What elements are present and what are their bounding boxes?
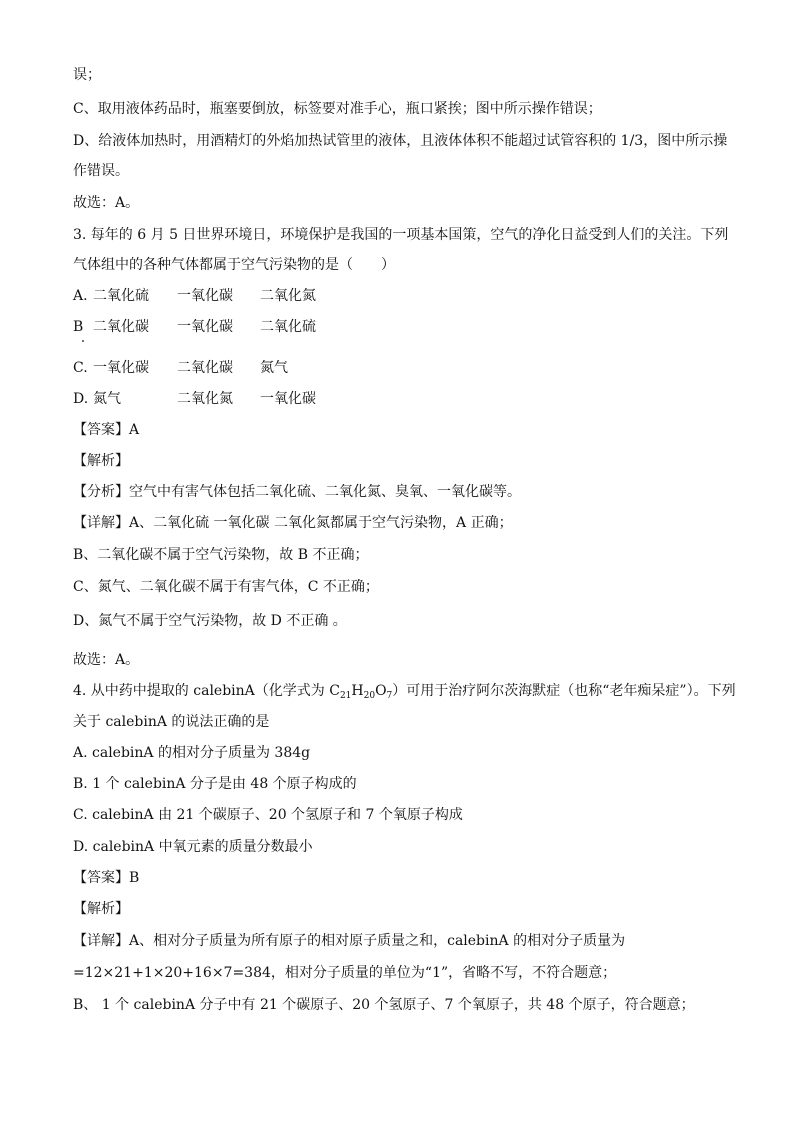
- stem-text: H: [351, 683, 364, 699]
- option-label: B: [73, 319, 84, 335]
- q4-option-b: B. 1 个 calebinA 分子是由 48 个原子构成的: [73, 776, 357, 792]
- q4-option-c: C. calebinA 由 21 个碳原子、20 个氢原子和 7 个氧原子构成: [73, 807, 463, 823]
- option-gas: 二氧化碳: [177, 360, 233, 376]
- text-line: 作错误。: [73, 163, 129, 179]
- stem-text: ）可用于治疗阿尔茨海默症（也称“老年痴呆症”）。下列: [392, 683, 736, 699]
- question-4-stem: [73, 682, 736, 702]
- option-gas: 一氧化碳: [260, 391, 316, 407]
- q3-analysis-heading: 【解析】: [73, 453, 129, 469]
- option-gas: 氮气: [260, 360, 288, 376]
- option-gas: 二氧化氮: [260, 288, 316, 304]
- stem-text: O: [375, 683, 387, 699]
- q3-answer: 【答案】A: [73, 422, 140, 438]
- subscript: 20: [363, 691, 376, 701]
- text-line: C、取用液体药品时，瓶塞要倒放，标签要对准手心，瓶口紧挨；图中所示操作错误；: [73, 101, 602, 117]
- q3-detail: 【详解】A、二氧化硫 一氧化碳 二氧化氮都属于空气污染物，A 正确；: [73, 515, 513, 531]
- q4-option-a: A. calebinA 的相对分子质量为 384g: [73, 745, 311, 761]
- q4-answer: 【答案】B: [73, 870, 140, 886]
- q3-detail-b: B、二氧化碳不属于空气污染物，故 B 不正确；: [73, 547, 369, 563]
- q3-option-c: [73, 359, 288, 377]
- question-3-stem: 3. 每年的 6 月 5 日世界环境日，环境保护是我国的一项基本国策，空气的净化日益受到人们的关注。下列: [73, 227, 729, 243]
- option-gas: 一氧化碳: [93, 360, 149, 376]
- stem-text: 4. 从中药中提取的 calebinA（化学式为 C: [73, 683, 340, 699]
- option-label: C.: [73, 360, 88, 376]
- q4-detail: 【详解】A、相对分子质量为所有原子的相对原子质量之和，calebinA 的相对分子质量为: [73, 933, 626, 949]
- question-3-stem: 气体组中的各种气体都属于空气污染物的是（ ）: [73, 257, 395, 273]
- q3-option-b: [73, 318, 316, 336]
- option-gas: 一氧化碳: [177, 319, 233, 335]
- q3-detail-c: C、氮气、二氧化碳不属于有害气体，C 不正确；: [73, 579, 379, 595]
- q3-select: 故选：A。: [73, 652, 140, 668]
- q4-calc: =12×21+1×20+16×7=384，相对分子质量的单位为“1”，省略不写，不符合题意；: [73, 965, 617, 981]
- stray-dot: [82, 340, 84, 342]
- q3-analysis: 【分析】空气中有害气体包括二氧化硫、二氧化氮、臭氧、一氧化碳等。: [73, 484, 521, 500]
- q4-option-d: D. calebinA 中氧元素的质量分数最小: [73, 839, 313, 855]
- subscript: 7: [386, 691, 393, 701]
- text-line: D、给液体加热时，用酒精灯的外焰加热试管里的液体，且液体体积不能超过试管容积的 1/3，图中所示操: [73, 133, 728, 149]
- text-line: 误；: [73, 67, 101, 83]
- subscript: 21: [339, 691, 352, 701]
- option-gas: 氮气: [93, 391, 121, 407]
- option-gas: 一氧化碳: [177, 288, 233, 304]
- question-4-stem: 关于 calebinA 的说法正确的是: [73, 714, 270, 730]
- option-gas: 二氧化硫: [260, 319, 316, 335]
- option-label: A.: [73, 288, 88, 304]
- option-label: D.: [73, 391, 89, 407]
- q4-analysis-heading: 【解析】: [73, 901, 129, 917]
- q3-option-a: [73, 287, 316, 305]
- option-gas: 二氧化硫: [93, 288, 149, 304]
- q3-detail-d: D、氮气不属于空气污染物，故 D 不正确 。: [73, 613, 347, 629]
- q4-detail-b: B、 1 个 calebinA 分子中有 21 个碳原子、20 个氢原子、7 个氧原子，共 48 个原子，符合题意；: [73, 997, 695, 1013]
- option-gas: 二氧化碳: [93, 319, 149, 335]
- q3-option-d: [73, 390, 316, 408]
- option-gas: 二氧化氮: [177, 391, 233, 407]
- text-line: 故选：A。: [73, 195, 140, 211]
